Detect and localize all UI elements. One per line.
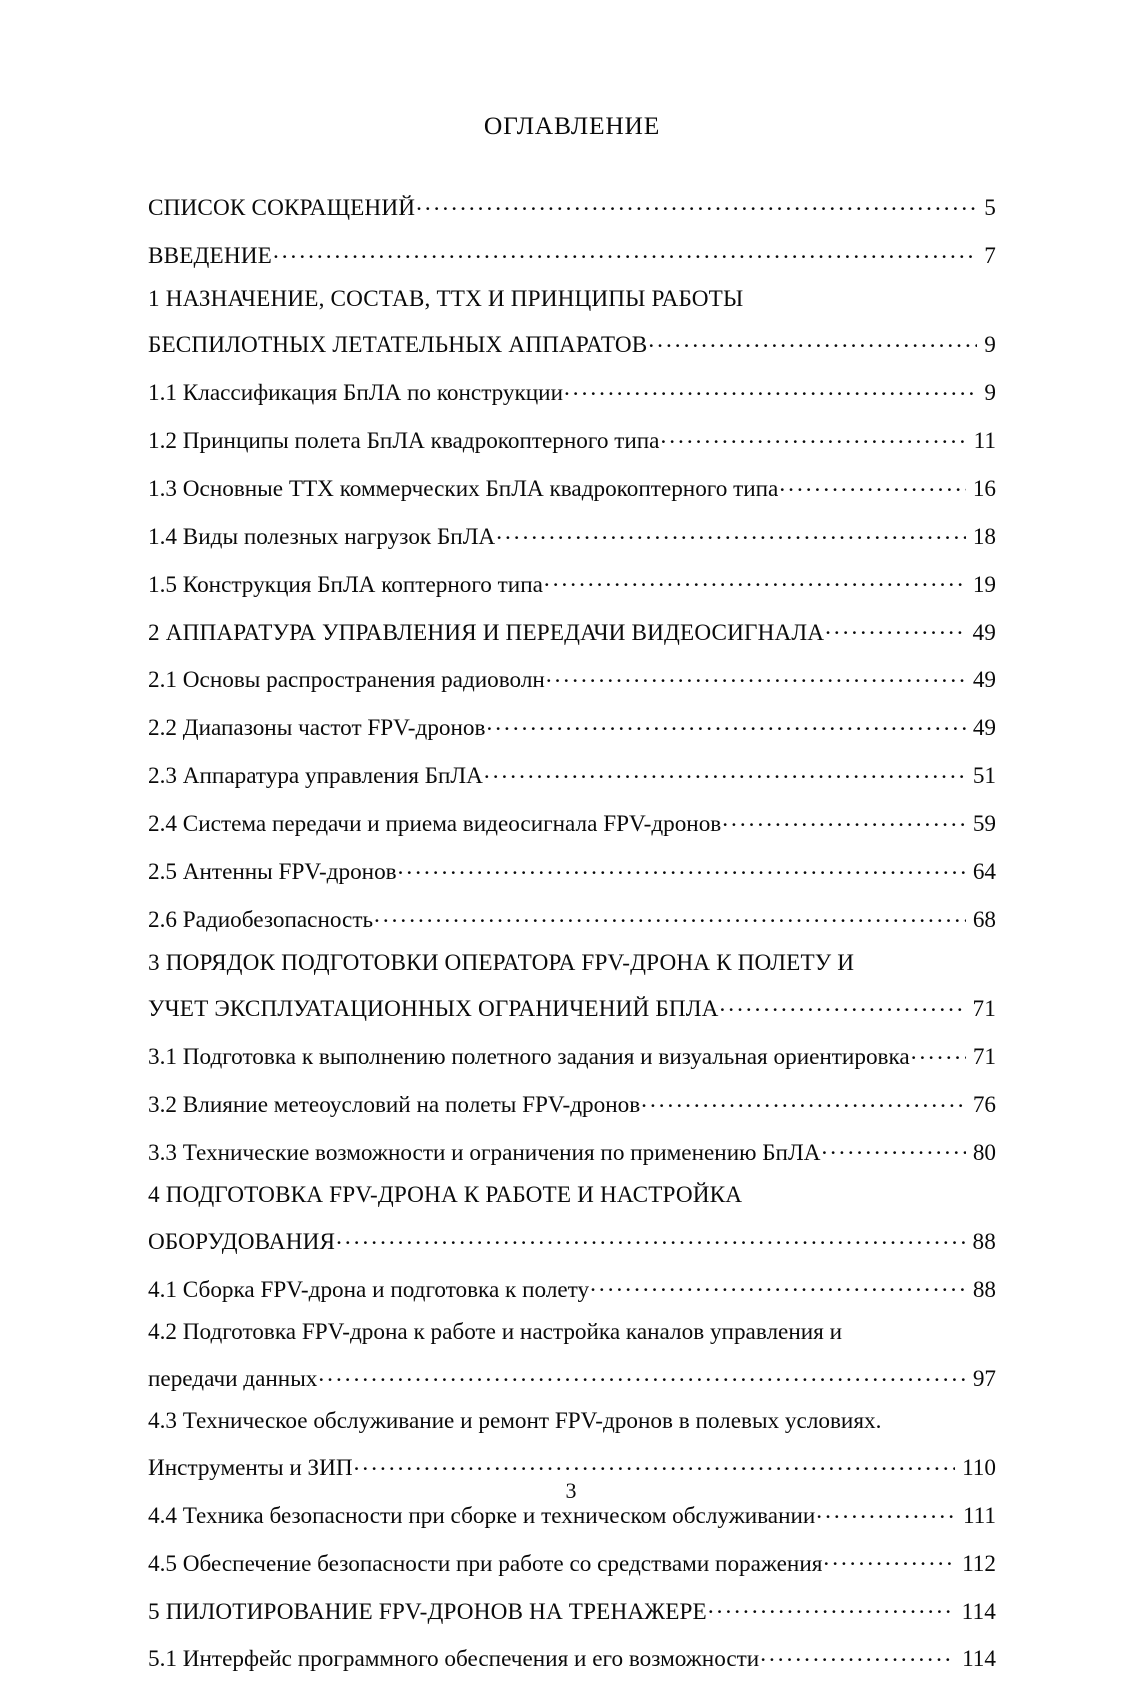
toc-leader-dots [318,1363,965,1386]
toc-leader-dots [484,760,966,783]
toc-entry-title: 1.5 Конструкция БпЛА коптерного типа [148,571,543,598]
toc-entry[interactable] [148,568,996,596]
toc-entry-row [148,1089,996,1117]
toc-entry-page-number: 97 [972,1365,996,1392]
toc-entry[interactable] [148,425,996,453]
toc-leader-dots [486,712,965,735]
toc-entry-page-number: 111 [962,1502,996,1529]
toc-entry-title: 5.1 Интерфейс программного обеспечения и его возможности [148,1646,760,1673]
toc-leader-dots [336,1226,965,1249]
toc-entry-page-number: 110 [962,1454,996,1481]
toc-entry-page-number: 71 [972,996,996,1022]
page-title: ОГЛАВЛЕНИЕ [483,111,661,140]
toc-entry-title: 4.5 Обеспечение безопасности при работе со средствами поражения [148,1550,823,1577]
toc-entry[interactable] [148,1089,996,1117]
toc-entry[interactable] [148,285,996,359]
toc-content [148,112,996,1691]
toc-entry-title: 2.5 Антенны FPV-дронов [148,859,397,886]
toc-entry-page-number: 49 [972,715,996,742]
toc-entry-title: 4.1 Сборка FPV-дрона и подготовка к полету [148,1276,590,1303]
toc-entry-page-number: 80 [972,1139,996,1166]
toc-leader-dots [648,329,977,352]
toc-entry[interactable] [148,473,996,501]
toc-leader-dots [720,993,966,1016]
toc-entry[interactable] [148,1184,996,1254]
toc-entry-title: 4.4 Техника безопасности при сборке и техническом обслуживании [148,1502,816,1529]
toc-leader-dots [825,616,965,639]
toc-entry[interactable] [148,1410,996,1480]
toc-entry-title: Инструменты и ЗИП [148,1454,353,1481]
toc-entry-row [148,425,996,453]
toc-entry-row [148,377,996,405]
toc-entry-row [148,1226,996,1254]
toc-entry-title: 1.2 Принципы полета БпЛА квадрокоптерного типа [148,428,660,454]
toc-entry-page-number: 49 [972,619,996,646]
toc-entry[interactable] [148,616,996,644]
toc-entry-row [148,856,996,884]
toc-entry[interactable] [148,240,996,268]
toc-leader-dots [564,377,977,400]
toc-entry-title: ВВЕДЕНИЕ [148,243,272,270]
toc-entry-page-number: 59 [972,811,996,838]
toc-entry-page-number: 7 [984,243,996,270]
toc-entry-row [148,521,996,549]
toc-entry-row [148,616,996,644]
toc-leader-dots [354,1452,955,1475]
toc-entry-page-number: 11 [973,428,996,454]
toc-entry[interactable] [148,856,996,884]
toc-leader-dots [546,664,966,687]
toc-entry-title: 2.3 Аппаратура управления БпЛА [148,763,483,790]
toc-entry-page-number: 64 [972,859,996,886]
toc-entry[interactable] [148,521,996,549]
toc-leader-dots [544,568,966,591]
toc-entry[interactable] [148,1136,996,1164]
toc-entry[interactable] [148,760,996,788]
toc-entry-row [148,664,996,692]
toc-entry-row [148,1363,996,1391]
toc-entry-row [148,329,996,357]
toc-leader-dots [374,904,966,927]
toc-leader-dots [590,1273,966,1296]
toc-entry-page-number: 49 [972,667,996,694]
toc-entry-row [148,993,996,1021]
toc-entry-row [148,712,996,740]
toc-entry-title: 3.3 Технические возможности и ограничения по применению БпЛА [148,1139,821,1166]
toc-entry-page-number: 114 [961,1598,996,1625]
footer-page-number: 3 [565,1478,577,1503]
toc-leader-dots [273,240,977,263]
toc-entry-title: 2.4 Система передачи и приема видеосигнала FPV-дронов [148,811,722,838]
toc-leader-dots [821,1136,965,1159]
toc-leader-dots [760,1643,955,1666]
toc-leader-dots [416,192,977,215]
toc-leader-dots [708,1595,955,1618]
toc-entry-row [148,1643,996,1671]
toc-entry-page-number: 51 [972,763,996,790]
toc-entry-row [148,760,996,788]
toc-entry-line: 4.3 Техническое обслуживание и ремонт FPV-дронов в полевых условиях. [148,1408,882,1435]
toc-entry-page-number: 71 [972,1043,996,1070]
toc-entry-title: 1.1 Классификация БпЛА по конструкции [148,380,563,407]
toc-leader-dots [779,473,965,496]
toc-entry-page-number: 9 [984,380,996,407]
toc-entry-title: 1.3 Основные ТТХ коммерческих БпЛА квадрокоптерного типа [148,475,779,502]
toc-entry-row [148,904,996,932]
toc-entry-page-number: 9 [984,332,996,359]
toc-leader-dots [911,1041,966,1064]
toc-entry-title: 2.1 Основы распространения радиоволн [148,667,545,694]
toc-entry[interactable] [148,904,996,932]
toc-entry-row [148,240,996,268]
toc-entry-page-number: 114 [962,1646,996,1673]
toc-entry-row [148,1273,996,1301]
toc-entry[interactable] [148,712,996,740]
toc-entry-page-number: 112 [962,1550,996,1577]
toc-entry[interactable] [148,1041,996,1069]
toc-entry[interactable] [148,1321,996,1391]
toc-entry-line: 1 НАЗНАЧЕНИЕ, СОСТАВ, ТТХ И ПРИНЦИПЫ РАБОТЫ [148,285,744,312]
toc-leader-dots [641,1089,966,1112]
toc-entry-title: 2.6 Радиобезопасность [148,906,374,933]
toc-entry-title: 3.1 Подготовка к выполнению полетного задания и визуальная ориентировка [148,1043,910,1070]
toc-entry-row [148,808,996,836]
toc-entry[interactable] [148,1273,996,1301]
toc-entry-title: УЧЕТ ЭКСПЛУАТАЦИОННЫХ ОГРАНИЧЕНИЙ БПЛА [148,996,719,1022]
toc-entry-line: 4.2 Подготовка FPV-дрона к работе и настройка каналов управления и [148,1319,843,1346]
toc-entry[interactable] [148,1595,996,1623]
toc-entry-row [148,192,996,220]
toc-leader-dots [823,1547,955,1570]
toc-entry-page-number: 88 [972,1228,996,1255]
toc-entry-row [148,1041,996,1069]
toc-entry-title: 2.2 Диапазоны частот FPV-дронов [148,715,486,742]
toc-entry-row [148,568,996,596]
toc-entry[interactable] [148,949,996,1022]
toc-leader-dots [660,425,966,448]
toc-entry-row [148,1595,996,1623]
toc-entry[interactable] [148,808,996,836]
toc-leader-dots [496,521,966,544]
toc-entry-title: 1.4 Виды полезных нагрузок БпЛА [148,523,496,550]
toc-entry-page-number: 5 [984,195,996,222]
toc-entry[interactable] [148,1547,996,1575]
toc-entry-page-number: 19 [972,571,996,598]
table-of-contents [148,192,996,1672]
toc-entry[interactable] [148,192,996,220]
toc-entry-page-number: 88 [972,1276,996,1303]
toc-leader-dots [398,856,966,879]
toc-entry-page-number: 16 [972,475,996,502]
toc-entry-line: 4 ПОДГОТОВКА FPV-ДРОНА К РАБОТЕ И НАСТРОЙКА [148,1182,743,1209]
toc-entry-row [148,1547,996,1575]
toc-entry-page-number: 18 [972,523,996,550]
toc-entry-title: 5 ПИЛОТИРОВАНИЕ FPV-ДРОНОВ НА ТРЕНАЖЕРЕ [148,1598,707,1625]
toc-entry-page-number: 76 [972,1091,996,1118]
toc-entry-row [148,473,996,501]
toc-entry-title: 2 АППАРАТУРА УПРАВЛЕНИЯ И ПЕРЕДАЧИ ВИДЕОСИГНАЛА [148,619,825,646]
toc-entry[interactable] [148,377,996,405]
toc-leader-dots [722,808,966,831]
toc-entry-title: БЕСПИЛОТНЫХ ЛЕТАТЕЛЬНЫХ АППАРАТОВ [148,332,648,359]
toc-entry-title: СПИСОК СОКРАЩЕНИЙ [148,195,416,222]
toc-entry-row [148,1136,996,1164]
toc-entry-title: передачи данных [148,1365,318,1392]
toc-entry-title: ОБОРУДОВАНИЯ [148,1228,336,1255]
toc-entry-line: 3 ПОРЯДОК ПОДГОТОВКИ ОПЕРАТОРА FPV-ДРОНА К ПОЛЕТУ И [148,949,855,976]
toc-entry-row [148,1452,996,1480]
toc-entry[interactable] [148,664,996,692]
toc-entry[interactable] [148,1643,996,1671]
toc-entry-page-number: 68 [972,906,996,933]
toc-entry-title: 3.2 Влияние метеоусловий на полеты FPV-дронов [148,1091,641,1118]
